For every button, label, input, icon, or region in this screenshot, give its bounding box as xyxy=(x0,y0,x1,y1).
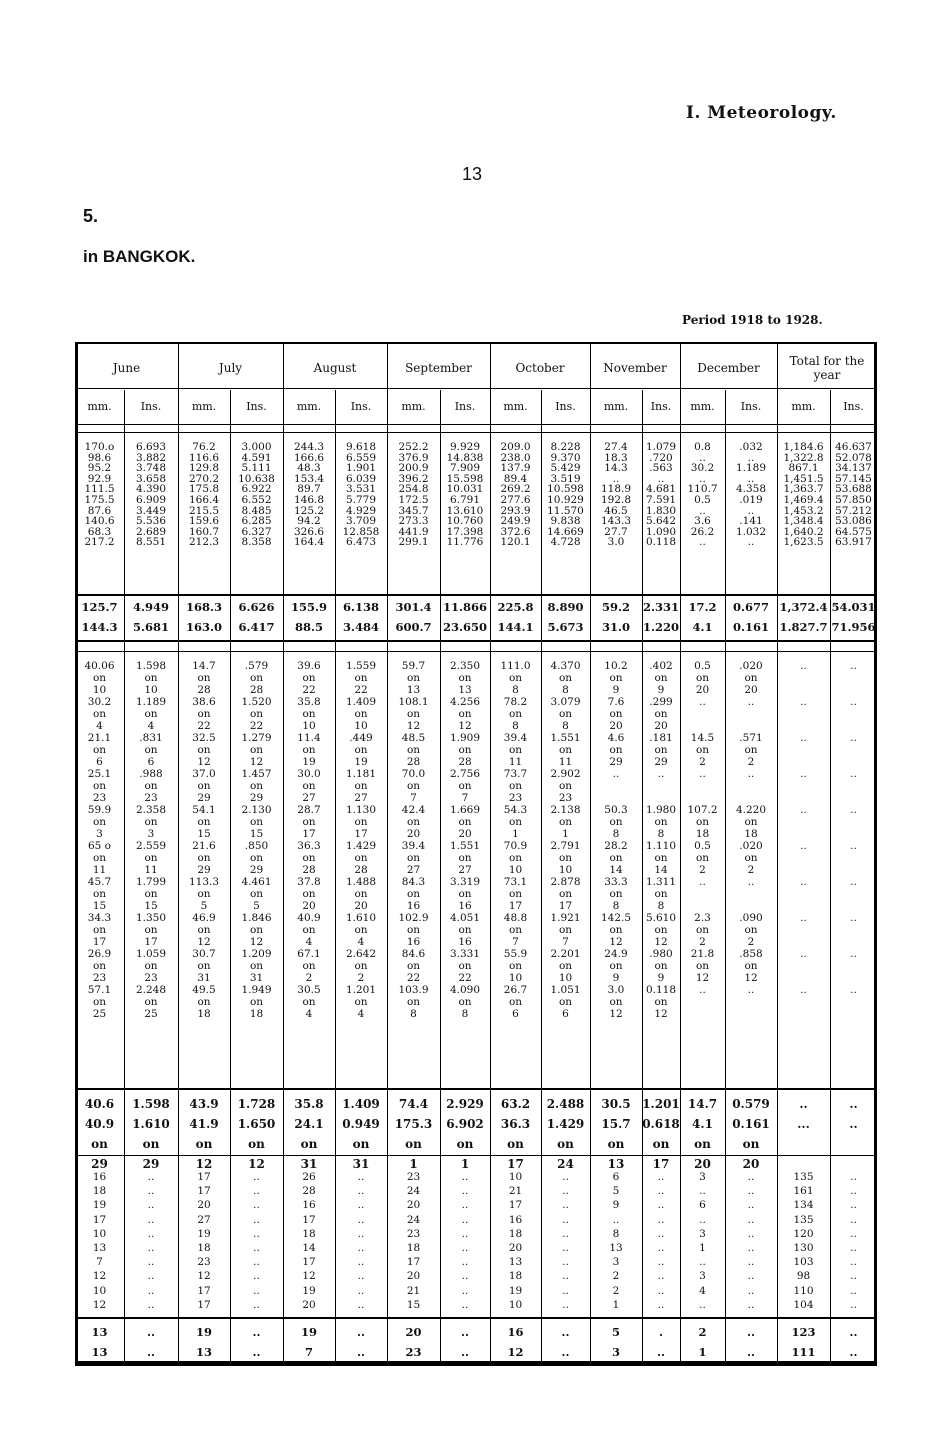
unit-header: Ins. xyxy=(650,400,672,413)
unit-header: mm. xyxy=(191,400,217,413)
unit-header: Ins. xyxy=(555,400,576,413)
yearly-cell: 170.o 98.6 95.2 92.9 111.5 175.5 87.6 140.6 68.3 217.2 xyxy=(84,441,115,549)
avgdays-cell: .. .. xyxy=(849,1325,858,1359)
unit-header: Ins. xyxy=(350,400,372,413)
row-rule xyxy=(75,1088,877,1090)
yearly-cell: 27.4 18.3 14.3 .. 118.9 192.8 46.5 143.3 27.7 3.0 xyxy=(600,441,632,549)
yearly-cell: 76.2 116.6 129.8 270.2 175.8 166.4 215.5 159.6 160.7 212.3 xyxy=(188,441,220,549)
daily-cell: 0.5 on 20 .. 14.5 on 2 .. 107.2 on 18 0.5 on 2 .. 2.3 on 2 21.8 on 12 .. xyxy=(687,660,718,996)
unit-header: mm. xyxy=(503,400,528,413)
days-cell: .. .. .. .. .. .. .. .. .. .. xyxy=(461,1171,469,1311)
days-cell: 26 28 16 17 18 14 17 12 19 20 xyxy=(302,1171,316,1311)
daily-cell: 59.7 on 13 108.1 on 12 48.5 on 28 70.0 on 7 42.4 on 20 39.4 on 27 84.3 on 16 102.9 on 16 84.6 on 22 103.9 on 8 xyxy=(398,660,429,1020)
unit-header: Ins. xyxy=(740,400,762,413)
avgdays-cell: .. .. xyxy=(746,1325,755,1359)
daily-cell: 1.598 on 10 1.189 on 4 .831 on 6 .988 on 23 2.358 on 3 2.559 on 11 1.799 on 15 1.350 on 17 1.059 on 23 2.248 on 25 xyxy=(135,660,167,1020)
month-header: June xyxy=(112,361,141,375)
max-cell: .. .. xyxy=(849,1097,858,1131)
max-cell: 2.488 1.429 on 24 xyxy=(546,1097,585,1171)
mean-cell: 8.890 5.673 xyxy=(547,600,584,634)
max-cell: .. ... xyxy=(797,1097,810,1131)
unit-header: Ins. xyxy=(246,400,267,413)
max-cell: 1.409 0.949 on 31 xyxy=(342,1097,380,1171)
daily-cell: .579 on 28 1.520 on 22 1.279 on 12 1.457 on 29 2.130 on 15 .850 on 29 4.461 on 5 1.846 on 12 1.209 on 31 1.949 on 18 xyxy=(241,660,272,1020)
row-rule xyxy=(75,594,877,596)
row-rule xyxy=(75,1317,877,1319)
mean-cell: 17.2 4.1 xyxy=(688,600,717,634)
unit-header: Ins. xyxy=(843,400,864,413)
avgdays-cell: .. .. xyxy=(561,1325,570,1359)
yearly-cell: 1,184.6 1,322.8 867.1 1,451.5 1,363.7 1,469.4 1,453.2 1,348.4 1,640.2 1,623.5 xyxy=(783,441,824,549)
avgdays-cell: 123 111 xyxy=(791,1325,816,1359)
daily-cell: 4.370 on 8 3.079 on 8 1.551 on 11 2.902 on 23 2.138 on 1 2.791 on 10 2.878 on 17 1.921 on 7 2.201 on 10 1.051 on 6 xyxy=(550,660,581,1020)
avgdays-cell: 5 3 xyxy=(611,1325,620,1359)
page-number: 13 xyxy=(462,164,483,184)
row-rule xyxy=(75,1364,877,1366)
daily-cell: 10.2 on 9 7.6 on 20 4.6 on 29 .. 50.3 on 8 28.2 on 14 33.3 on 8 142.5 on 12 24.9 on 9 3.0 on 12 xyxy=(600,660,632,1020)
month-header: July xyxy=(218,361,243,375)
mean-cell: 125.7 144.3 xyxy=(81,600,118,634)
days-cell: 3 .. 6 .. 3 1 .. 3 4 .. xyxy=(699,1171,706,1311)
avgdays-cell: 16 12 xyxy=(507,1325,524,1359)
yearly-cell: 8.228 9.370 5.429 3.519 10.598 10.929 11.570 9.838 14.669 4.728 xyxy=(547,441,584,549)
yearly-cell: 9.618 6.559 1.901 6.039 3.531 5.779 4.929 3.709 12.858 6.473 xyxy=(342,441,380,549)
mean-cell: 2.331 1.220 xyxy=(642,600,679,634)
yearly-cell: 0.8 .. 30.2 .. 110.7 0.5 .. 3.6 26.2 .. xyxy=(687,441,718,549)
daily-cell: 1.559 on 22 1.409 on 10 .449 on 19 1.181 on 27 1.130 on 17 1.429 on 28 1.488 on 20 1.610 on 4 2.642 on 2 1.201 on 4 xyxy=(345,660,377,1020)
yearly-cell: 244.3 166.6 48.3 153.4 89.7 146.8 125.2 94.2 326.6 164.4 xyxy=(293,441,325,549)
yearly-cell: 9.929 14.838 7.909 15.598 10.031 6.791 13.610 10.760 17.398 11.776 xyxy=(446,441,484,549)
max-cell: 1.598 1.610 on 29 xyxy=(132,1097,170,1171)
avgdays-cell: . .. xyxy=(656,1325,665,1359)
unit-header: mm. xyxy=(296,400,322,413)
row-rule xyxy=(75,432,877,433)
row-rule xyxy=(75,424,877,425)
row-rule xyxy=(75,388,877,389)
unit-header: mm. xyxy=(791,400,816,413)
unit-header: Ins. xyxy=(454,400,476,413)
avgdays-cell: .. .. xyxy=(252,1325,261,1359)
mean-cell: 168.3 163.0 xyxy=(185,600,222,634)
mean-cell: 0.677 0.161 xyxy=(732,600,769,634)
daily-cell: 39.6 on 22 35.8 on 10 11.4 on 19 30.0 on 27 28.7 on 17 36.3 on 28 37.8 on 20 40.9 on 4 67.1 on 2 30.5 on 4 xyxy=(297,660,321,1020)
days-cell: .. .. .. .. .. .. .. .. .. .. xyxy=(657,1171,665,1311)
month-header: August xyxy=(313,361,357,375)
daily-cell: 40.06 on 10 30.2 on 4 21.1 on 6 25.1 on 23 59.9 on 3 65 o on 11 45.7 on 15 34.3 on 17 26.9 on 23 57.1 on 25 xyxy=(84,660,115,1020)
period-label: Period 1918 to 1928. xyxy=(682,313,823,327)
daily-cell: 2.350 on 13 4.256 on 12 1.909 on 28 2.756 on 7 1.669 on 20 1.551 on 27 3.319 on 16 4.051 on 16 3.331 on 22 4.090 on 8 xyxy=(449,660,481,1020)
unit-header: mm. xyxy=(87,400,112,413)
days-cell: .. .. .. .. .. .. .. .. .. .. xyxy=(147,1171,155,1311)
avgdays-cell: .. .. xyxy=(460,1325,469,1359)
mean-cell: 155.9 88.5 xyxy=(290,600,327,634)
mean-cell: 301.4 600.7 xyxy=(395,600,432,634)
days-cell: 17 17 20 27 19 18 23 12 17 17 xyxy=(197,1171,211,1311)
unit-header: mm. xyxy=(690,400,715,413)
yearly-cell: .032 .. 1.189 .. 4.358 .019 .. .141 1.032 .. xyxy=(735,441,767,549)
mean-cell: 59.2 31.0 xyxy=(601,600,630,634)
mean-cell: 11.866 23.650 xyxy=(442,600,487,634)
avgdays-cell: .. .. xyxy=(146,1325,155,1359)
yearly-cell: 1.079 .720 .563 .. 4.681 7.591 1.830 5.642 1.090 0.118 xyxy=(645,441,677,549)
unit-header: Ins. xyxy=(140,400,162,413)
max-cell: 43.9 41.9 on 12 xyxy=(189,1097,219,1171)
avgdays-cell: 19 13 xyxy=(195,1325,212,1359)
yearly-cell: 3.000 4.591 5.111 10.638 6.922 6.552 8.485 6.285 6.327 8.358 xyxy=(238,441,275,549)
avgdays-cell: 13 13 xyxy=(91,1325,108,1359)
month-header: Total for the year xyxy=(789,354,865,382)
unit-header: mm. xyxy=(603,400,629,413)
mean-cell: 54.031 71.956 xyxy=(831,600,876,634)
mean-cell: 225.8 144.1 xyxy=(497,600,534,634)
max-cell: 1.201 0.618 on 17 xyxy=(642,1097,680,1171)
row-rule xyxy=(75,651,877,652)
max-cell: 35.8 24.1 on 31 xyxy=(294,1097,324,1171)
daily-cell: .020 on 20 .. .571 on 2 .. 4.220 on 18 .020 on 2 .. .090 on 2 .858 on 12 .. xyxy=(735,660,767,996)
mean-cell: 1,372.4 1.827.7 xyxy=(779,600,828,634)
max-cell: 40.6 40.9 on 29 xyxy=(84,1097,115,1171)
month-header: December xyxy=(697,361,760,375)
yearly-cell: 252.2 376.9 200.9 396.2 254.8 172.5 345.7 273.3 441.9 299.1 xyxy=(398,441,429,549)
max-cell: 30.5 15.7 on 13 xyxy=(601,1097,631,1171)
max-cell: 74.4 175.3 on 1 xyxy=(394,1097,433,1171)
days-cell: 10 21 17 16 18 20 13 18 19 10 xyxy=(508,1171,523,1311)
days-cell: .. .. .. .. .. .. .. .. .. .. xyxy=(850,1171,857,1311)
daily-cell: .402 on 9 .299 on 20 .181 on 29 .. 1.980 on 8 1.110 on 14 1.311 on 8 5.610 on 12 .980 on 9 0.118 on 12 xyxy=(645,660,677,1020)
days-cell: .. .. .. .. .. .. .. .. .. .. xyxy=(357,1171,365,1311)
mean-cell: 6.138 3.484 xyxy=(342,600,379,634)
daily-cell: .. .. .. .. .. .. .. .. .. .. xyxy=(850,660,857,996)
avgdays-cell: 20 23 xyxy=(405,1325,422,1359)
daily-cell: 111.0 on 8 78.2 on 8 39.4 on 11 73.7 on 23 54.3 on 1 70.9 on 10 73.1 on 17 48.8 on 7 55.9 on 10 26.7 on 6 xyxy=(500,660,531,1020)
days-cell: 23 24 20 24 23 18 17 20 21 15 xyxy=(406,1171,421,1311)
mean-cell: 6.626 6.417 xyxy=(238,600,275,634)
daily-cell: 14.7 on 28 38.6 on 22 32.5 on 12 37.0 on 29 54.1 on 15 21.6 on 29 113.3 on 5 46.9 on 12 30.7 on 31 49.5 on 18 xyxy=(188,660,220,1020)
section-title: I. Meteorology. xyxy=(686,103,837,123)
avgdays-cell: 19 7 xyxy=(300,1325,317,1359)
yearly-cell: 46.637 52.078 34.137 57.145 53.688 57.850 57.212 53.086 64.575 63.917 xyxy=(835,441,872,549)
row-rule xyxy=(75,640,877,642)
daily-cell: .. .. .. .. .. .. .. .. .. .. xyxy=(800,660,807,996)
max-cell: 14.7 4.1 on 20 xyxy=(687,1097,718,1171)
yearly-cell: 6.693 3.882 3.748 3.658 4.390 6.909 3.449 5.536 2.689 8.551 xyxy=(135,441,167,549)
table-number: 5. xyxy=(83,206,99,226)
avgdays-cell: 2 1 xyxy=(698,1325,707,1359)
max-cell: 0.579 0.161 on 20 xyxy=(732,1097,770,1171)
max-cell: 1.728 1.650 on 12 xyxy=(237,1097,276,1171)
mean-cell: 4.949 5.681 xyxy=(132,600,169,634)
avgdays-cell: .. .. xyxy=(356,1325,365,1359)
month-header: October xyxy=(515,361,565,375)
max-cell: 2.929 6.902 on 1 xyxy=(446,1097,484,1171)
max-cell: 63.2 36.3 on 17 xyxy=(500,1097,531,1171)
unit-header: mm. xyxy=(401,400,426,413)
month-header: November xyxy=(603,361,667,375)
days-cell: 135 161 134 135 120 130 103 98 110 104 xyxy=(793,1171,814,1311)
days-cell: 16 18 19 17 10 13 7 12 10 12 xyxy=(92,1171,107,1311)
month-header: September xyxy=(405,361,472,375)
days-cell: 6 5 9 .. 8 13 3 2 2 1 xyxy=(609,1171,623,1311)
days-cell: .. .. .. .. .. .. .. .. .. .. xyxy=(747,1171,755,1311)
yearly-cell: 209.0 238.0 137.9 89.4 269.2 277.6 293.9 249.9 372.6 120.1 xyxy=(500,441,531,549)
days-cell: .. .. .. .. .. .. .. .. .. .. xyxy=(562,1171,569,1311)
days-cell: .. .. .. .. .. .. .. .. .. .. xyxy=(253,1171,260,1311)
location-heading: in BANGKOK. xyxy=(83,247,196,266)
